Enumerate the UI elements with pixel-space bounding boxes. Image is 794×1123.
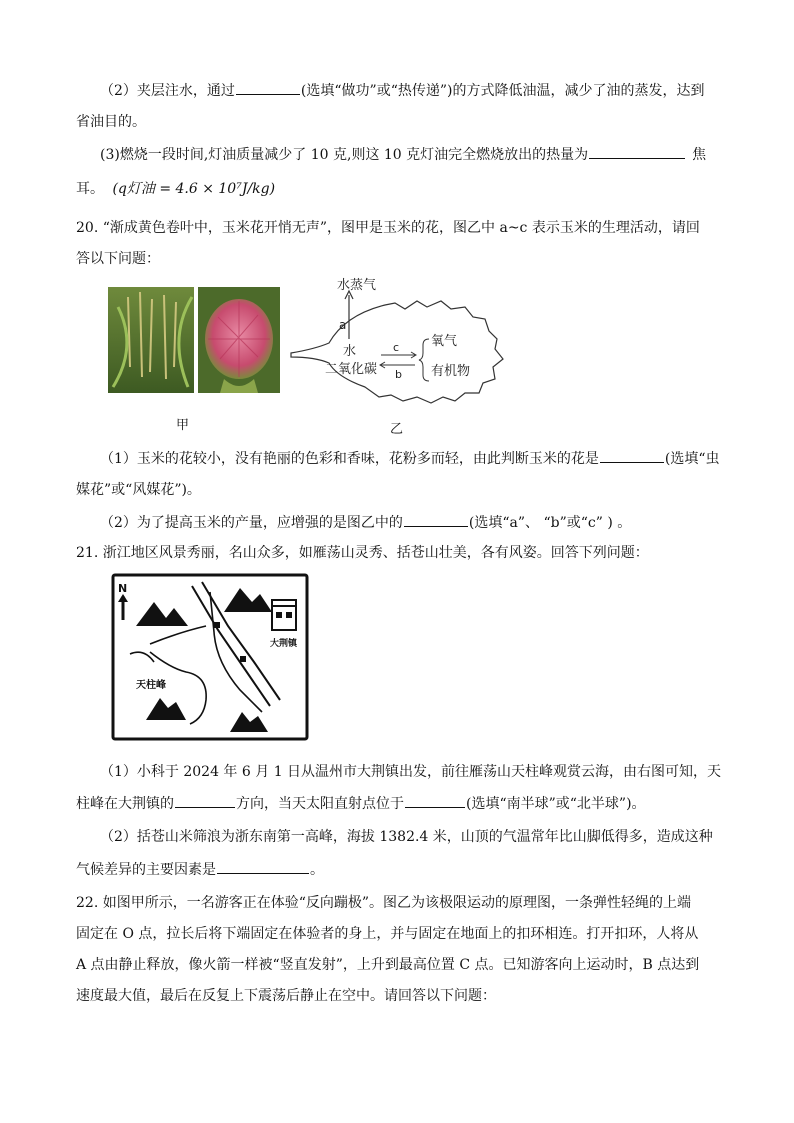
q21-stem: 21. 浙江地区风景秀丽，名山众多，如雁荡山灵秀、括苍山壮美，各有风姿。回答下列问题： (76, 545, 649, 561)
q21-part1-line2: 柱峰在大荆镇的 方向，当天太阳直射点位于 (选填“南半球”或“北半球”)。 (76, 793, 646, 814)
oxygen-label: 氧气 (431, 334, 458, 349)
q20-stem-line2: 答以下问题： (76, 251, 160, 267)
corn-flower-photos (108, 287, 280, 393)
q22-line2: 固定在 O 点，拉长后将下端固定在体验者的身上，并与固定在地面上的扣环相连。打开扣环，人将从 (76, 926, 699, 942)
q20-part1-line1: （1）玉米的花较小，没有艳丽的色彩和香味，花粉多而轻，由此判断玉米的花是 (选填“虫 (100, 448, 720, 469)
co2-label: 二氧化碳 (325, 362, 378, 377)
answer-blank[interactable] (236, 80, 300, 95)
town-building-icon (272, 600, 296, 630)
label-c: c (393, 341, 400, 354)
q20-part2-line: （2）为了提高玉米的产量，应增强的是图乙中的 (选填“a”、 “b”或“c” ) 。 (100, 512, 631, 533)
q21-part2-line2: 气候差异的主要因素是 。 (76, 859, 324, 880)
q22-line1: 22. 如图甲所示，一名游客正在体验“反向蹦极”。图乙为该极限运动的原理图，一条弹性轻绳的上端 (76, 895, 692, 911)
q22-line4: 速度最大值，最后在反复上下震荡后静止在空中。请回答以下问题： (76, 988, 496, 1004)
q19-part3-line1: (3)燃烧一段时间,灯油质量减少了 10 克,则这 10 克灯油完全燃烧放出的热量为 焦 (100, 144, 706, 165)
q22-line3: A 点由静止释放，像火箭一样被“竖直发射”，上升到最高位置 C 点。已知游客向上运动时，B 点达到 (76, 957, 700, 973)
figure-jia-caption: 甲 (176, 418, 190, 433)
north-label: N (118, 582, 128, 595)
q20-stem-line1: 20. “渐成黄色卷叶中，玉米花开悄无声”，图甲是玉米的花，图乙中 a~c 表示玉米的生理活动，请回 (76, 220, 700, 236)
water-label: 水 (343, 344, 357, 359)
q19-part2-line2: 省油目的。 (76, 114, 146, 130)
q21-part2-line1: （2）括苍山米筛浪为浙东南第一高峰，海拔 1382.4 米，山顶的气温常年比山脚低得多，造成这种 (100, 829, 713, 845)
label-b: b (395, 368, 402, 381)
answer-blank[interactable] (404, 512, 468, 527)
answer-blank[interactable] (589, 144, 685, 159)
figure-yi-caption: 乙 (390, 422, 404, 437)
dajing-town-label: 大荆镇 (270, 639, 298, 649)
heat-value-formula: (q灯油 = 4.6 × 10⁷J/kg) (112, 181, 276, 197)
q21-part1-line1: （1）小科于 2024 年 6 月 1 日从温州市大荆镇出发，前往雁荡山天柱峰观赏云海，由右图可知，天 (100, 764, 722, 780)
q20-part1-line2: 媒花”或“风媒花”)。 (76, 482, 201, 498)
q19-part2-line1: （2）夹层注水，通过 (选填“做功”或“热传递”)的方式降低油温，减少了油的蒸发，达到 (100, 80, 704, 101)
yandang-map (110, 572, 310, 742)
water-vapor-label: 水蒸气 (337, 278, 377, 293)
label-a: a (339, 318, 347, 332)
q19-part3-line2: 耳。 (q灯油 = 4.6 × 10⁷J/kg) (76, 181, 276, 197)
answer-blank[interactable] (175, 793, 235, 808)
answer-blank[interactable] (600, 448, 664, 463)
organic-matter-label: 有机物 (431, 364, 471, 379)
answer-blank[interactable] (405, 793, 465, 808)
leaf-diagram (285, 273, 510, 413)
tianzhu-peak-label: 天柱峰 (136, 680, 166, 691)
answer-blank[interactable] (217, 859, 309, 874)
